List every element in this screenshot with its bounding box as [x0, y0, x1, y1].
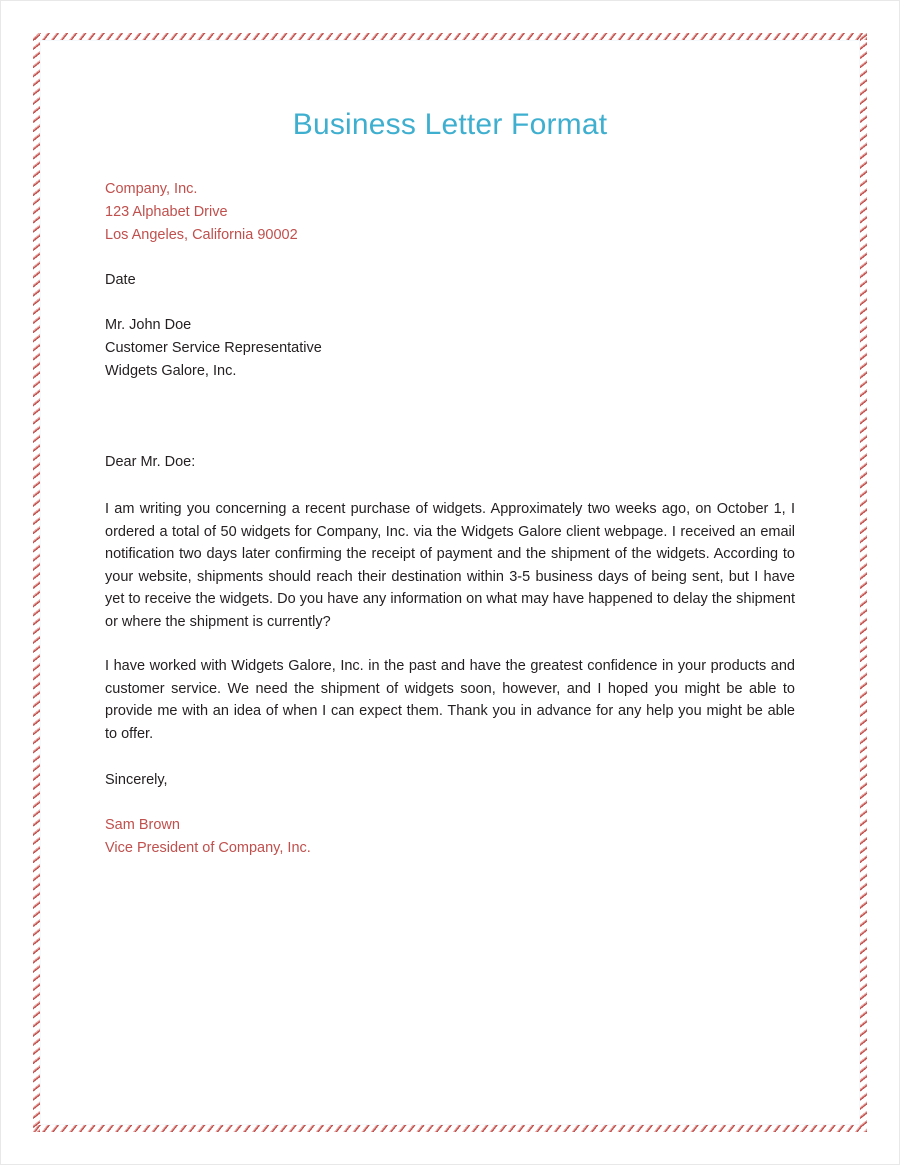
recipient-address-line: Widgets Galore, Inc.: [105, 363, 237, 379]
recipient-address-block: [105, 314, 322, 383]
decorative-border-bottom: [33, 1125, 867, 1132]
sender-address-line: Los Angeles, California 90002: [105, 227, 298, 243]
date-block: [105, 269, 136, 292]
salutation-text: Dear Mr. Doe:: [105, 454, 196, 470]
recipient-address-line: Mr. John Doe: [105, 317, 192, 333]
signature-block: [105, 814, 311, 860]
body-paragraph: I have worked with Widgets Galore, Inc. in the past and have the greatest confidence in your products and customer service. We need the shipment of widgets soon, however, and I hoped you might be able to provide me with an idea of when I can expect them. Thank you in advance for any help you might be able to offer.: [105, 658, 795, 742]
page-title: Business Letter Format: [292, 108, 608, 141]
decorative-border-left: [33, 33, 40, 1132]
body-paragraph: I am writing you concerning a recent purchase of widgets. Approximately two weeks ago, on October 1, I ordered a total of 50 widgets for Company, Inc. via the Widgets Galore client webpage. I received an email notification two days later confirming the receipt of payment and the shipment of the widgets. According to your website, shipments should reach their destination within 3-5 business days of being sent, but I have yet to receive the widgets. Do you have any information on what may have happened to delay the shipment or where the shipment is currently?: [105, 501, 795, 630]
decorative-border-top: [33, 33, 867, 40]
date-label: Date: [105, 272, 136, 288]
signature-name: Sam Brown: [105, 817, 180, 833]
closing-text: Sincerely,: [105, 772, 168, 788]
sender-address-line: 123 Alphabet Drive: [105, 204, 228, 220]
closing-block: [105, 769, 168, 792]
recipient-address-line: Customer Service Representative: [105, 340, 322, 356]
decorative-border-right: [860, 33, 867, 1132]
sender-address-block: [105, 178, 298, 247]
signature-title: Vice President of Company, Inc.: [105, 840, 311, 856]
sender-address-line: Company, Inc.: [105, 181, 198, 197]
salutation: [105, 451, 195, 474]
